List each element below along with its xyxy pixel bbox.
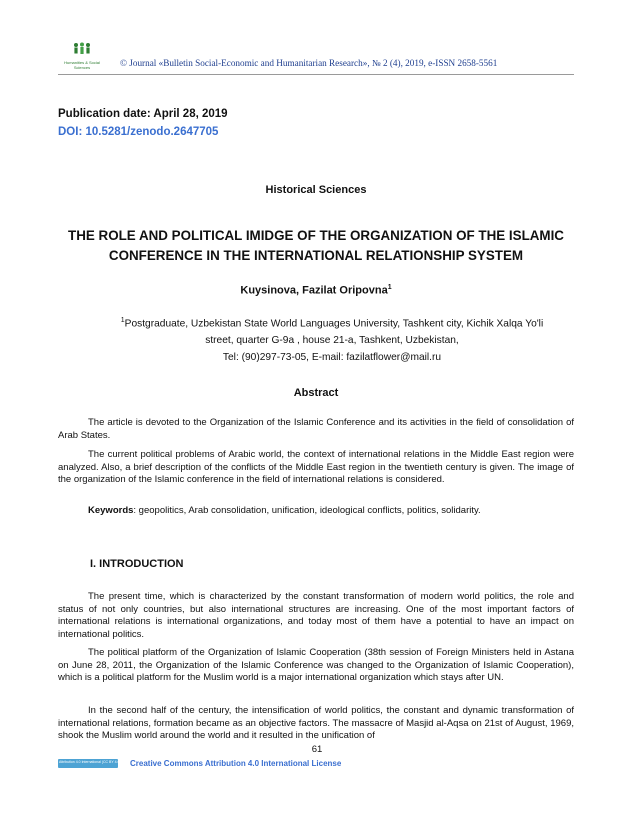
people-icon [72,42,92,55]
keywords-list: : geopolitics, Arab consolidation, unification, ideological conflicts, politics, solidarity. [133,505,481,516]
logo-text: Humanities & Social Sciences [64,60,100,70]
journal-citation: © Journal «Bulletin Social-Economic and Humanitarian Research», № 2 (4), 2019, e-ISSN 2658-5561 [120,58,498,68]
abstract-heading: Abstract [293,387,339,399]
journal-header [58,42,574,75]
cc-license-badge[interactable] [58,759,121,768]
introduction-heading: I. INTRODUCTION [90,558,184,570]
publication-date: Publication date: April 28, 2019 [58,108,228,120]
keywords-label: Keywords [88,505,134,516]
journal-logo [58,42,106,70]
intro-paragraph-3: In the second half of the century, the intensification of world politics, the constant and dynamic transformation of international relations, formation became as an objective factors. The massacre of Masjid al-Aqsa on 21st of August, 1969, shook the Muslim world around the world and it resulted in the unification of [58,705,574,741]
affiliation-line-1: Postgraduate, Uzbekistan State World Languages University, Tashkent city, Kichik Xalqa Yo'li [124,318,544,330]
doi-link[interactable]: DOI: 10.5281/zenodo.2647705 [58,126,219,138]
author-superscript: 1 [387,284,392,291]
license-link[interactable]: Creative Commons Attribution 4.0 International License [130,759,342,768]
author-line [58,284,574,297]
affiliation-line-2: street, quarter G-9a , house 21-a, Tashkent, Uzbekistan, [205,335,459,347]
cc-badge-text: Attribution 4.0 International (CC BY 4.0) [59,760,121,764]
author-names: Kuysinova, Fazilat Oripovna [240,284,388,297]
intro-paragraph-2: The political platform of the Organization of Islamic Cooperation (38th session of Foreign Ministers held in Astana on June 28, 2011, the Organization of the Islamic Conference was changed to the Organization of Islamic Cooperation), which is a political platform for the Muslim world is a major international organization which stays after UN. [58,647,574,683]
paper-title: THE ROLE AND POLITICAL IMIDGE OF THE ORGANIZATION OF THE ISLAMIC CONFERENCE IN THE INTERNATIONAL RELATIONSHIP SYSTEM [68,228,564,263]
intro-paragraph-1: The present time, which is characterized by the constant transformation of modern world politics, the role and status of not only countries, but also international structures are increasing. One of the most important factors of international relations is international organizations, and today most of them have a potential to have an impact on international politics. [58,591,574,640]
abstract-paragraph-2: The current political problems of Arabic world, the context of international relations in the Middle East region were analyzed. Also, a brief description of the conflicts of the Middle East region in the twentieth century is given. The image of the organization of the Islamic conference in the field of international relations is considered. [58,449,574,485]
abstract-paragraph-1: The article is devoted to the Organization of the Islamic Conference and its activities in the field of consolidation of Arab States. [58,417,574,441]
affiliation [90,312,574,366]
affiliation-line-3: Tel: (90)297-73-05, E-mail: fazilatflower@mail.ru [222,352,442,364]
affiliation-superscript: 1 [120,317,125,324]
section-heading: Historical Sciences [265,184,367,196]
keywords-line [58,505,574,518]
page-number: 61 [311,744,323,755]
